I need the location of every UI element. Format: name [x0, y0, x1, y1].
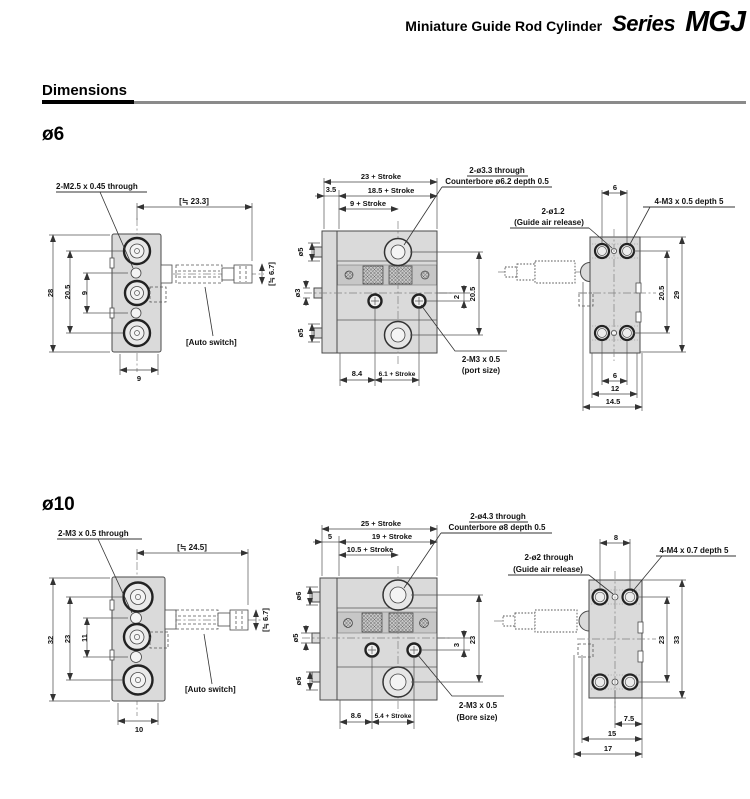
label-thread-note: 4-M3 x 0.5 depth 5: [654, 197, 724, 206]
dim-overall-length: [≒ 23.3]: [179, 197, 209, 206]
dim-height-total: 29: [672, 290, 681, 300]
section-title: Dimensions: [42, 82, 128, 99]
dim-hole-pitch-top: 6: [612, 183, 618, 192]
dim-rod-end: [≒ 6.7]: [261, 608, 270, 632]
view-bore6-front: [46, 182, 276, 383]
label-auto-switch: [Auto switch]: [185, 685, 236, 694]
dim-length-total: 23 + Stroke: [360, 172, 402, 181]
label-thread-note: 4-M4 x 0.7 depth 5: [659, 546, 729, 555]
dim-length-total: 25 + Stroke: [360, 519, 402, 528]
label-counterbore-1: 2-ø4.3 through: [470, 512, 526, 521]
dim-rod-mid: ø3: [293, 288, 302, 298]
bore10-label: ø10: [42, 494, 75, 515]
dim-width-total: 14.5: [605, 397, 621, 406]
series-prefix: Series: [612, 11, 676, 36]
dim-length-body: 19 + Stroke: [371, 532, 413, 541]
view-bore6-rear: [498, 183, 735, 411]
dim-width-mid: 15: [607, 729, 617, 738]
dim-guide-pitch: 20.5: [657, 285, 666, 301]
dim-rod-mid: ø5: [291, 633, 300, 643]
dim-guide-pitch: 23: [468, 635, 477, 645]
label-counterbore-2: Counterbore ø6.2 depth 0.5: [445, 177, 549, 186]
series-name: MGJ: [685, 6, 745, 38]
dim-thread-spacing: 9: [80, 290, 89, 296]
label-air-2: (Guide air release): [513, 565, 583, 574]
dim-flange-thickness: 5: [327, 532, 333, 541]
dim-length-hole: 10.5 + Stroke: [346, 545, 394, 554]
dim-flange-thickness: 3.5: [325, 185, 337, 194]
dim-rod-top: ø5: [296, 247, 305, 257]
dim-port-x: 8.6: [350, 711, 362, 720]
label-thread: 2-M3 x 0.5 through: [58, 529, 129, 538]
dim-height-total: 32: [46, 635, 55, 645]
label-port-2: (port size): [461, 366, 501, 375]
dim-thread-spacing: 11: [80, 634, 89, 642]
dim-port-offset: 3: [452, 642, 461, 648]
label-counterbore-1: 2-ø3.3 through: [469, 166, 525, 175]
label-air-2: (Guide air release): [514, 218, 584, 227]
label-port-2: (Bore size): [456, 713, 498, 722]
dim-rod-bottom: ø5: [296, 328, 305, 338]
label-port-1: 2-M3 x 0.5: [458, 701, 498, 710]
dim-width-total: 17: [603, 744, 613, 753]
dim-guide-spacing: 23: [63, 634, 72, 644]
dim-hole-pitch-top: 8: [613, 533, 619, 542]
dim-port-pitch: 5.4 + Stroke: [374, 713, 412, 720]
dim-guide-pitch: 20.5: [468, 286, 477, 302]
dim-port-pitch: 6.1 + Stroke: [378, 371, 416, 378]
label-port-1: 2-M3 x 0.5: [461, 355, 501, 364]
label-auto-switch: [Auto switch]: [186, 338, 237, 347]
bore6-label: ø6: [42, 124, 65, 145]
dim-guide-spacing: 20.5: [63, 284, 72, 300]
dim-length-hole: 9 + Stroke: [349, 199, 387, 208]
dim-height-total: 28: [46, 288, 55, 298]
label-counterbore-2: Counterbore ø8 depth 0.5: [448, 523, 546, 532]
dim-width: 10: [134, 725, 144, 734]
dim-length-body: 18.5 + Stroke: [367, 186, 415, 195]
dim-pitch-bottom: 7.5: [623, 714, 635, 723]
dim-pitch-bottom: 6: [612, 371, 618, 380]
label-thread: 2-M2.5 x 0.45 through: [56, 182, 138, 191]
dim-port-offset: 2: [452, 294, 461, 300]
dim-width: 9: [136, 374, 142, 383]
dim-width-mid: 12: [610, 384, 620, 393]
dim-height-total: 33: [672, 635, 681, 645]
product-line-title: Miniature Guide Rod Cylinder: [405, 18, 603, 34]
dim-overall-length: [≒ 24.5]: [177, 543, 207, 552]
dim-guide-pitch: 23: [657, 635, 666, 645]
label-air-1: 2-ø1.2: [541, 207, 565, 216]
label-air-1: 2-ø2 through: [524, 553, 574, 562]
dim-rod-bottom: ø6: [294, 676, 303, 686]
dim-port-x: 8.4: [351, 369, 363, 378]
dim-rod-top: ø6: [294, 591, 303, 601]
view-bore10-rear: [494, 533, 736, 758]
dim-rod-end: [≒ 6.7]: [267, 262, 276, 286]
view-bore10-front: [46, 529, 270, 734]
